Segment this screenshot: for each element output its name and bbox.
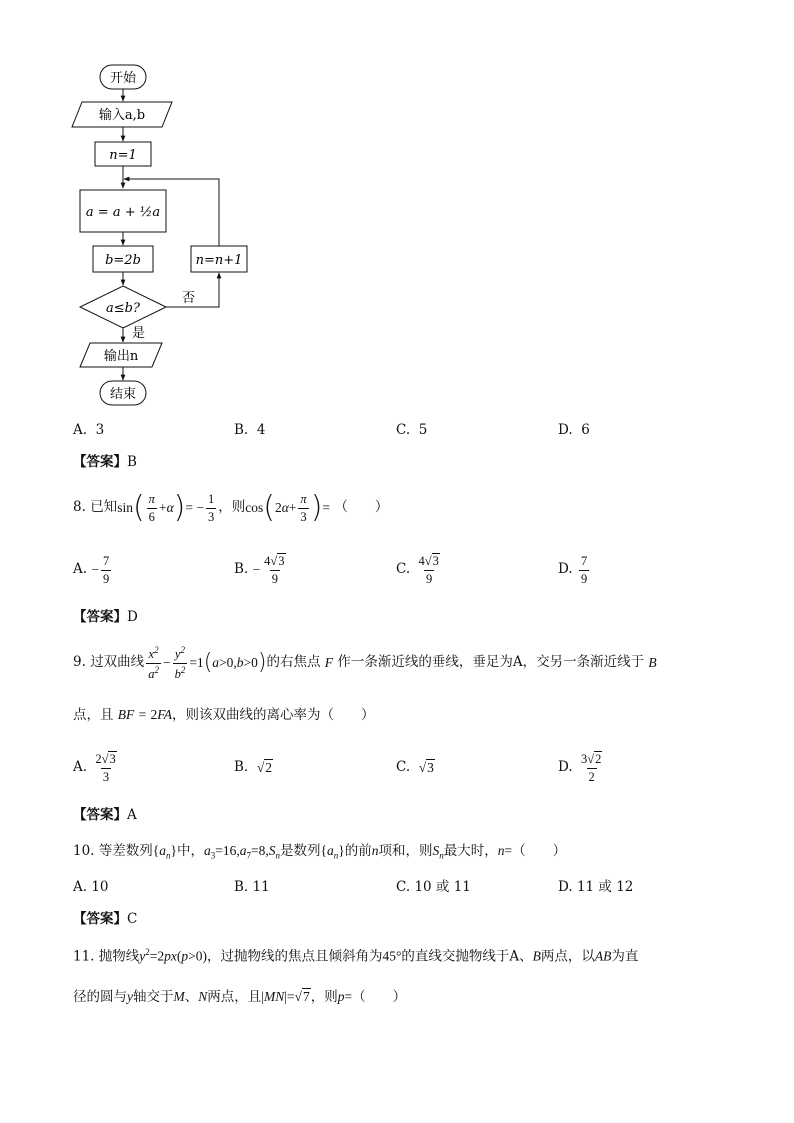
q8-answer: 【答案】D [73, 609, 138, 625]
q9-option-a: A. $\frac{2√3}{3}$ [73, 752, 116, 784]
q10-answer: 【答案】C [73, 911, 138, 927]
q10-stem: 10. 等差数列$\{a_n\}$中，$a_3=16,a_7=8,S_n$是数列$\{a_n\}$的前n项和，则$S_n$最大时，n=（ ） [73, 843, 567, 861]
flow-end-text: 结束 [109, 387, 137, 402]
flow-output-text: 输出n [103, 349, 139, 364]
flow-input-text: 输入a,b [98, 108, 146, 123]
q10-option-a: A. 10 [73, 879, 109, 895]
q7-option-a: A. 3 [73, 422, 105, 438]
q8-option-c: C. $\frac{4√3}{9}$ [396, 554, 439, 586]
q9-stem-line1: 9. 过双曲线 $\frac{x^2}{a^2}$ − $\frac{y^2}{b^2}$ =1 ( a >0, b >0 ) 的右焦点 F 作一条渐近线的垂线，垂足为A，交另一条渐近线于 B [73, 644, 657, 681]
q9-answer: 【答案】A [73, 807, 137, 823]
flow-increment-text: n=n+1 [195, 253, 243, 268]
flowchart [60, 55, 280, 410]
q10-option-b: B. 11 [234, 879, 270, 895]
q8-option-d: D. $\frac{7}{9}$ [558, 554, 588, 586]
q9-option-c: C. √3 [396, 759, 434, 776]
q9-option-b: B. √2 [234, 759, 272, 776]
q8-option-b: B. − $\frac{4√3}{9}$ [234, 554, 285, 586]
q11-stem-line1: 11. 抛物线$y^2=2px(p>0)$，过抛物线的焦点且倾斜角为45°的直线交抛物线于A、B两点，以AB为直 [73, 947, 639, 965]
q7-option-b: B. 4 [234, 422, 266, 438]
flow-update-a-text: a = a + ½a [85, 205, 161, 220]
flow-update-b-text: b=2b [105, 253, 141, 268]
q7-option-c: C. 5 [396, 422, 428, 438]
q7-option-d: D. 6 [558, 422, 590, 438]
q9-option-d: D. $\frac{3√2}{2}$ [558, 752, 602, 784]
q11-stem-line2: 径的圆与y轴交于M、N两点，且|MN|=√7，则p=（ ） [73, 989, 407, 1005]
flow-start-text: 开始 [109, 71, 137, 86]
flow-no-label: 否 [182, 291, 196, 306]
flow-yes-label: 是 [132, 326, 146, 341]
q7-answer: 【答案】B [73, 454, 137, 470]
q10-option-d: D. 11 或 12 [558, 879, 634, 895]
q8-stem: 8. 已知 sin ( $\frac{\pi}{6}$ + α ) = − $\frac{1}{3}$ ，则 cos ( 2 α + $\frac{\pi}{3}$ ) = （ ） [73, 490, 389, 525]
q8-option-a: A. − $\frac{7}{9}$ [73, 554, 110, 586]
flow-condition-text: a≤b? [106, 301, 140, 316]
q9-stem-line2: 点，且 BF = 2FA，则该双曲线的离心率为（ ） [73, 707, 375, 723]
flow-init-text: n=1 [109, 148, 137, 163]
q10-option-c: C. 10 或 11 [396, 879, 471, 895]
